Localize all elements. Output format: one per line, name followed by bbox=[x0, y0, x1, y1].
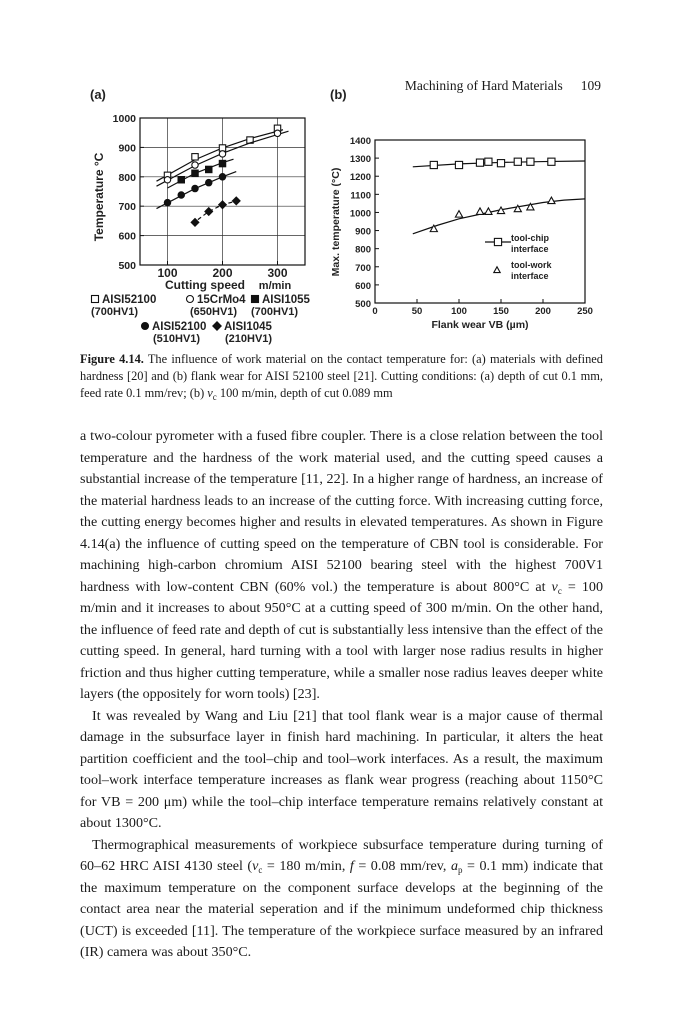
y-axis-label: Max. temperature (°C) bbox=[330, 167, 342, 277]
data-point-circle bbox=[164, 199, 170, 205]
p1-text-2: = 100 m/min and it increases to about 950°C at a cutting speed of 300 m/min. On the other hand, the influence of feed rate and depth of cut is substantially less intensive than the effect of the cutting speed. In general, hard turning with a tool with larger nose radius results in higher friction and thus higher cutting temperature, while a smaller nose radius leaves deeper white layers (the oppositely for worn tools) [23]. bbox=[80, 578, 603, 702]
p1-text: a two-colour pyrometer with a fused fibre coupler. There is a close relation between the tool temperature and the hardness of the work material used, and the cutting speed causes a substantial increase of the temperature [11, 22]. In a higher range of hardness, an increase of the material hardness leads to an increase of the cutting force. With increasing cutting force, the cutting energy becomes higher and results in elevated temperatures. As shown in Figure 4.14(a) the influence of cutting speed on the temperature of CBN tool is considerable. For machining high-carbon chromium AISI 52100 bearing steel with the highest 700V1 hardness with low-content CBN (60% vol.) the temperature is about 800°C at bbox=[80, 428, 603, 595]
legend-entry-sub: interface bbox=[511, 271, 549, 281]
paragraph-2: It was revealed by Wang and Liu [21] that tool flank wear is a major cause of thermal damage in the subsurface layer in finish hard machining. In particular, it alters the heat partition coefficient and the tool–chip and tool–work interfaces. As a result, the maximum tool–work interface temperature increases as flank wear progress (reaching about 1150°C for VB = 200 μm) while the tool–chip interface temperature remains relatively constant at about 1300°C. bbox=[80, 707, 603, 831]
panel-label: (a) bbox=[90, 87, 106, 102]
x-tick-label: 50 bbox=[411, 306, 423, 317]
data-point-triangle bbox=[455, 211, 462, 217]
body-text bbox=[80, 426, 603, 964]
legend-entry-hardness: (510HV1) bbox=[153, 333, 201, 345]
data-point-square bbox=[527, 158, 534, 165]
p1-symbol: v bbox=[551, 578, 558, 595]
data-point-square bbox=[548, 158, 555, 165]
figure-caption bbox=[80, 351, 603, 402]
p3-text-4: = 0.1 mm) indicate that the maximum temperature on the component surface develops at the beginning of the contact area near the material seperation and if the minimum undeformed chip thickness (UCT) is exceeded [11]. The temperature of the workpiece surface measured by an infrared (IR) camera was about 350°C. bbox=[80, 858, 603, 960]
y-tick-label: 1200 bbox=[349, 172, 371, 184]
p1-subscript: c bbox=[557, 585, 562, 596]
y-tick-label: 800 bbox=[355, 244, 371, 256]
figure-a-chart bbox=[85, 85, 325, 347]
x-axis-unit: m/min bbox=[258, 280, 292, 292]
data-point-square bbox=[430, 161, 437, 168]
data-point-triangle bbox=[476, 208, 483, 214]
y-tick-label: 600 bbox=[355, 280, 371, 292]
x-tick-label: 250 bbox=[577, 306, 593, 317]
data-point-circle bbox=[219, 174, 225, 180]
y-tick-label: 1400 bbox=[349, 136, 371, 147]
running-title: Machining of Hard Materials bbox=[404, 78, 563, 93]
y-tick-label: 1300 bbox=[349, 154, 371, 166]
legend-entry-hardness: (650HV1) bbox=[190, 306, 238, 318]
data-point-circle bbox=[178, 192, 184, 198]
data-point-square bbox=[497, 160, 504, 167]
x-axis-label: Cutting speed bbox=[165, 278, 245, 292]
data-point-circle bbox=[187, 296, 194, 303]
legend-entry-name: AISI52100 bbox=[152, 321, 207, 333]
x-tick-label: 100 bbox=[451, 306, 467, 317]
data-point-square bbox=[252, 296, 259, 303]
figure-b-chart bbox=[325, 85, 605, 335]
x-tick-label: 300 bbox=[267, 266, 288, 280]
x-tick-label: 150 bbox=[493, 306, 509, 317]
data-point-diamond bbox=[219, 201, 227, 209]
legend-entry-name: AISI1055 bbox=[262, 294, 310, 306]
y-tick-label: 800 bbox=[118, 171, 136, 184]
y-tick-label: 1000 bbox=[349, 208, 371, 220]
y-axis-label: Temperature °C bbox=[92, 152, 106, 242]
y-tick-label: 900 bbox=[118, 142, 136, 155]
data-point-diamond bbox=[213, 322, 221, 330]
y-tick-label: 900 bbox=[355, 226, 371, 238]
data-point-square bbox=[494, 238, 501, 245]
series-line bbox=[413, 199, 585, 234]
p3-text: Thermographical measurements of workpiece subsurface temperature during turning of 60–62 HRC AISI 4130 steel ( bbox=[80, 836, 603, 874]
data-point-triangle bbox=[548, 197, 555, 203]
paragraph-3 bbox=[80, 835, 603, 964]
caption-symbol: v bbox=[207, 386, 213, 400]
data-point-square bbox=[485, 158, 492, 165]
caption-label: Figure 4.14. bbox=[80, 352, 144, 366]
x-tick-label: 200 bbox=[535, 306, 551, 317]
data-point-square bbox=[206, 166, 212, 172]
y-tick-label: 500 bbox=[118, 260, 136, 272]
data-point-diamond bbox=[191, 219, 199, 227]
p3-text-3: = 0.08 mm/rev, bbox=[353, 858, 451, 874]
data-point-square bbox=[455, 161, 462, 168]
data-point-circle bbox=[219, 151, 225, 157]
data-point-square bbox=[476, 159, 483, 166]
y-tick-label: 700 bbox=[355, 262, 371, 274]
legend-entry-name: AISI52100 bbox=[102, 294, 157, 306]
legend-entry-hardness: (700HV1) bbox=[251, 306, 299, 318]
data-point-circle bbox=[142, 323, 149, 330]
y-tick-label: 700 bbox=[118, 201, 136, 214]
data-point-triangle bbox=[485, 208, 492, 214]
caption-subscript: c bbox=[212, 392, 217, 402]
y-tick-label: 500 bbox=[355, 299, 371, 310]
p3-symbol-f: f bbox=[349, 858, 354, 874]
data-point-square bbox=[514, 158, 521, 165]
page-number: 109 bbox=[580, 78, 601, 93]
data-point-circle bbox=[206, 179, 212, 185]
p3-subscript-c: c bbox=[258, 865, 263, 875]
p3-symbol-a: a bbox=[450, 858, 458, 874]
data-point-square bbox=[192, 154, 198, 160]
data-point-square bbox=[192, 170, 198, 176]
legend-entry-sub: interface bbox=[511, 244, 549, 254]
p3-symbol-v: v bbox=[252, 858, 259, 874]
legend-entry-name: 15CrMo4 bbox=[197, 294, 246, 306]
p3-subscript-p: p bbox=[457, 865, 463, 875]
legend-entry-name: AISI1045 bbox=[224, 321, 272, 333]
series-line bbox=[192, 200, 239, 224]
x-tick-label: 0 bbox=[372, 306, 378, 317]
p3-text-2: = 180 m/min, bbox=[262, 858, 350, 874]
legend-entry-name: tool-chip bbox=[511, 233, 549, 243]
x-axis-label: Flank wear VB (µm) bbox=[431, 319, 529, 331]
data-point-triangle bbox=[494, 267, 500, 273]
data-point-circle bbox=[192, 185, 198, 191]
caption-tail: 100 m/min, depth of cut 0.089 mm bbox=[216, 386, 393, 400]
y-tick-label: 1100 bbox=[350, 190, 371, 202]
x-tick-label: 200 bbox=[212, 266, 233, 280]
legend-entry-name: tool-work bbox=[511, 260, 552, 270]
legend-entry-hardness: (700HV1) bbox=[91, 306, 139, 318]
data-point-circle bbox=[274, 130, 280, 136]
data-point-square bbox=[178, 177, 184, 183]
y-tick-label: 1000 bbox=[112, 113, 136, 125]
panel-label: (b) bbox=[330, 87, 347, 102]
data-point-square bbox=[92, 296, 99, 303]
caption-text: The influence of work material on the contact temperature for: (a) materials with defined hardness [20] and (b) flank wear for AISI 52100 steel [21]. Cutting conditions: (a) depth of cut 0.1 mm, feed rate 0.1 mm/rev; (b) bbox=[80, 352, 603, 400]
data-point-circle bbox=[164, 177, 170, 183]
x-tick-label: 100 bbox=[157, 266, 178, 280]
data-point-square bbox=[219, 160, 225, 166]
data-point-diamond bbox=[232, 197, 240, 205]
paragraph-1 bbox=[80, 426, 603, 706]
data-point-circle bbox=[192, 162, 198, 168]
y-tick-label: 600 bbox=[118, 230, 136, 243]
legend-entry-hardness: (210HV1) bbox=[225, 333, 273, 345]
